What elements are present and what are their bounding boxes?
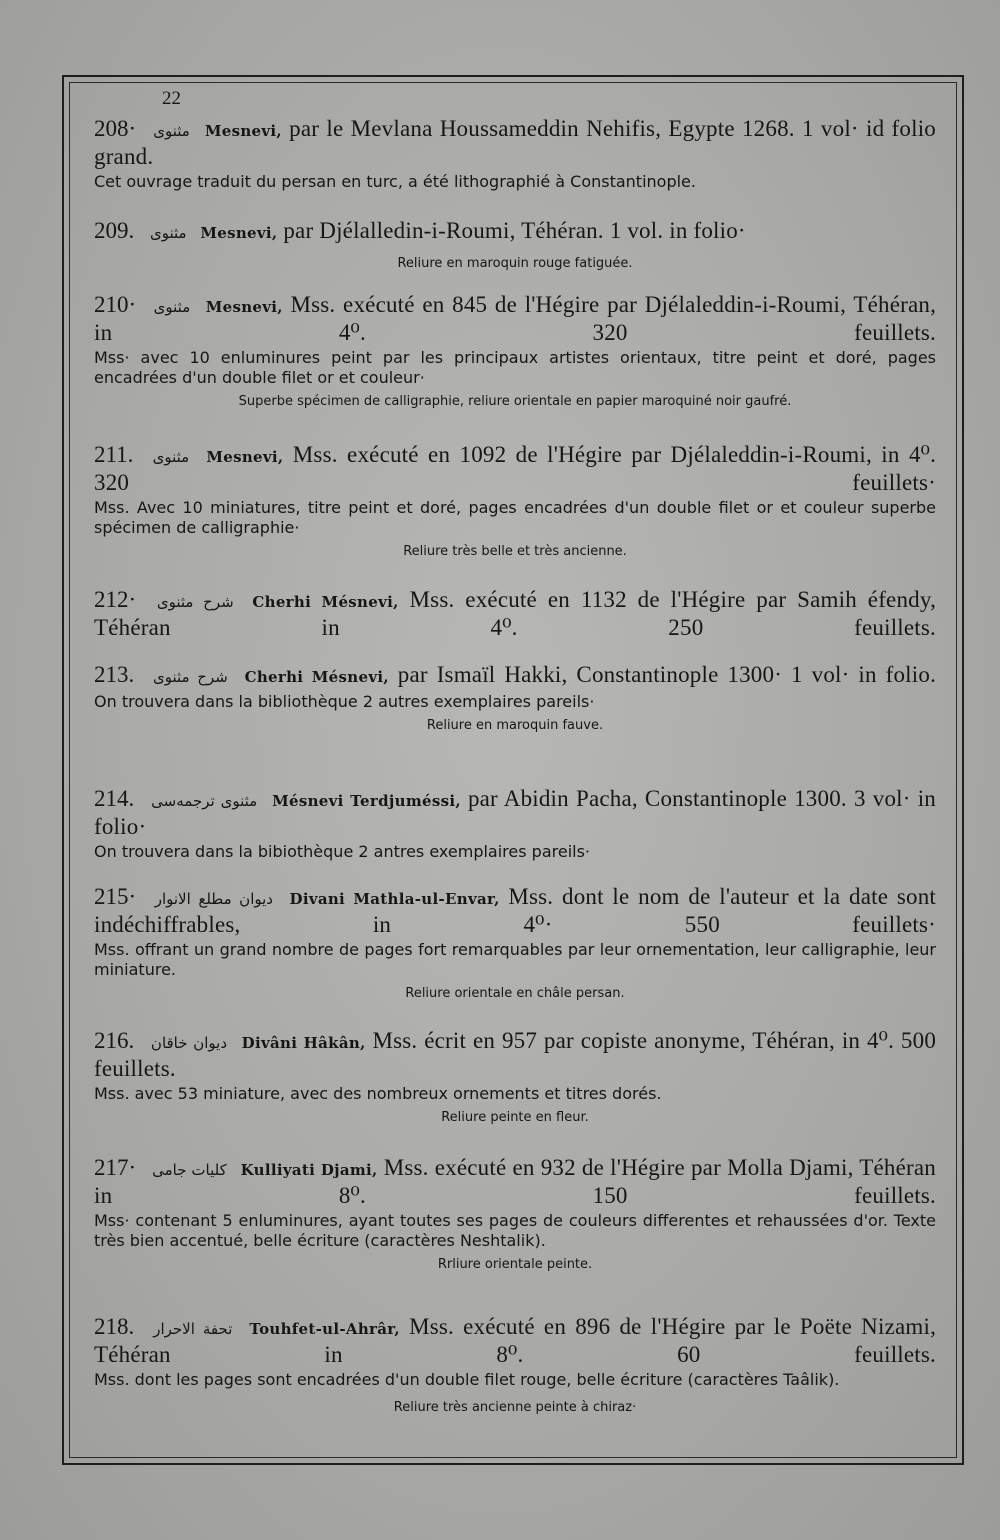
entry-heading bbox=[94, 292, 936, 346]
entry-description: Mss· avec 10 enluminures peint par les principaux artistes orientaux, titre peint et doré, pages encadrées d'un double filet or et couleur· bbox=[94, 348, 936, 387]
binding-note: Reliure très ancienne peinte à chiraz· bbox=[393, 1400, 637, 1415]
entry-title: Divani Mathla-ul-Envar, bbox=[289, 890, 500, 908]
binding-note: Reliure en maroquin rouge fatiguée. bbox=[397, 256, 633, 271]
entry-number: 209. bbox=[94, 218, 135, 243]
entry-number: 217· bbox=[94, 1155, 137, 1180]
entry-heading bbox=[94, 1314, 936, 1368]
catalog-entry-210 bbox=[94, 292, 936, 409]
catalog-entry-215 bbox=[94, 884, 936, 1001]
entry-title: Mesnevi, bbox=[204, 122, 282, 140]
entry-main-text: Mss. exécuté en 1132 de l'Hégire par Samih éfendy, Téhéran in 4⁰. 250 feuillets. bbox=[94, 587, 937, 640]
binding-note: Superbe spécimen de calligraphie, reliure orientale en papier maroquiné noir gaufré. bbox=[238, 394, 792, 409]
arabic-title: مثنوى bbox=[153, 122, 190, 140]
entry-title: Divâni Hâkân, bbox=[241, 1034, 366, 1052]
binding-note: Reliure en maroquin fauve. bbox=[426, 718, 604, 733]
catalog-entry-212 bbox=[94, 587, 936, 641]
arabic-title: مثنوى bbox=[152, 448, 190, 466]
arabic-title: شرح مثنوى bbox=[156, 593, 234, 611]
entry-description: Mss. offrant un grand nombre de pages fort remarquables par leur ornementation, leur calligraphie, leur miniature. bbox=[94, 940, 936, 979]
entry-number: 214. bbox=[94, 786, 135, 811]
binding-note: Reliure très belle et très ancienne. bbox=[403, 544, 627, 559]
entry-main-text: par Djélalledin-i-Roumi, Téhéran. 1 vol. in folio· bbox=[283, 218, 746, 243]
catalog-entry-211 bbox=[94, 442, 936, 559]
entry-title: Cherhi Mésnevi, bbox=[252, 593, 399, 611]
entry-number: 210· bbox=[94, 292, 137, 317]
entry-number: 208· bbox=[94, 116, 137, 141]
entry-heading bbox=[94, 662, 936, 690]
arabic-title: شرح مثنوى bbox=[152, 668, 228, 686]
entry-description: On trouvera dans la bibiothèque 2 antres exemplaires pareils· bbox=[94, 842, 590, 861]
page-number: 22 bbox=[162, 88, 181, 109]
entry-heading bbox=[94, 1028, 936, 1082]
entry-main-text: Mss. exécuté en 896 de l'Hégire par le Poëte Nizami, Téhéran in 8⁰. 60 feuillets. bbox=[94, 1314, 937, 1367]
entry-description: Mss· contenant 5 enluminures, ayant toutes ses pages de couleurs differentes et rehaussées d'or. Texte très bien accentué, belle écriture (caractères Neshtalik). bbox=[94, 1211, 936, 1250]
entry-main-text: par Ismaïl Hakki, Constantinople 1300· 1 vol· in folio. bbox=[397, 662, 937, 687]
entry-title: Mesnevi, bbox=[200, 224, 278, 242]
arabic-title: تحفة الاحرار bbox=[153, 1320, 233, 1338]
entry-description: Mss. dont les pages sont encadrées d'un double filet rouge, belle écriture (caractères Taâlik). bbox=[94, 1370, 840, 1389]
arabic-title: مثنوى bbox=[153, 298, 191, 316]
entry-number: 211. bbox=[94, 442, 134, 467]
catalog-entry-218 bbox=[94, 1314, 936, 1415]
entry-title: Mésnevi Terdjuméssi, bbox=[272, 792, 461, 810]
entry-description: Mss. Avec 10 miniatures, titre peint et doré, pages encadrées d'un double filet or et couleur superbe spécimen de calligraphie· bbox=[94, 498, 936, 537]
entry-heading bbox=[94, 116, 936, 170]
entry-number: 218. bbox=[94, 1314, 135, 1339]
entry-main-text: Mss. exécuté en 1092 de l'Hégire par Djélaleddin-i-Roumi, in 4⁰. 320 feuillets· bbox=[94, 442, 937, 495]
entry-heading bbox=[94, 587, 936, 641]
entry-number: 213. bbox=[94, 662, 135, 687]
entry-description: Cet ouvrage traduit du persan en turc, a été lithographié à Constantinople. bbox=[94, 172, 696, 191]
entry-title: Kulliyati Djami, bbox=[240, 1161, 378, 1179]
entry-main-text: par Abidin Pacha, Constantinople 1300. 3 vol· in folio· bbox=[94, 786, 936, 839]
entry-main-text: Mss. dont le nom de l'auteur et la date sont indéchiffrables, in 4⁰· 550 feuillets· bbox=[94, 884, 937, 937]
arabic-title: كليات جامى bbox=[152, 1161, 227, 1179]
entry-title: Mesnevi, bbox=[206, 448, 284, 466]
arabic-title: ديوان خاقان bbox=[150, 1034, 227, 1052]
entry-heading bbox=[94, 218, 936, 246]
entry-main-text: Mss. exécuté en 845 de l'Hégire par Djélaleddin-i-Roumi, Téhéran, in 4⁰. 320 feuillets. bbox=[94, 292, 937, 345]
binding-note: Rrliure orientale peinte. bbox=[437, 1257, 593, 1272]
entry-number: 216. bbox=[94, 1028, 135, 1053]
catalog-entry-217 bbox=[94, 1155, 936, 1272]
catalog-entry-214 bbox=[94, 786, 936, 862]
catalog-entry-216 bbox=[94, 1028, 936, 1125]
entry-main-text: Mss. écrit en 957 par copiste anonyme, Téhéran, in 4⁰. 500 feuillets. bbox=[94, 1028, 937, 1081]
binding-note: Reliure peinte en fleur. bbox=[441, 1110, 589, 1125]
catalog-entry-208 bbox=[94, 116, 936, 192]
entry-heading bbox=[94, 442, 936, 496]
entry-title: Touhfet-ul-Ahrâr, bbox=[249, 1320, 400, 1338]
entry-heading bbox=[94, 1155, 936, 1209]
entry-number: 215· bbox=[94, 884, 137, 909]
arabic-title: مثنوى bbox=[150, 224, 187, 242]
entry-title: Mesnevi, bbox=[205, 298, 283, 316]
arabic-title: ديوان مطلع الانوار bbox=[154, 890, 273, 908]
entry-description: Mss. avec 53 miniature, avec des nombreux ornements et titres dorés. bbox=[94, 1084, 662, 1103]
arabic-title: مثنوى ترجمه‌سى bbox=[151, 792, 258, 810]
entry-main-text: par le Mevlana Houssameddin Nehifis, Egypte 1268. 1 vol· id folio grand. bbox=[94, 116, 936, 169]
entry-heading bbox=[94, 786, 936, 840]
entry-heading bbox=[94, 884, 936, 938]
binding-note: Reliure orientale en châle persan. bbox=[405, 986, 625, 1001]
catalog-entry-213 bbox=[94, 662, 936, 733]
entry-title: Cherhi Mésnevi, bbox=[244, 668, 389, 686]
catalog-entry-209 bbox=[94, 218, 936, 271]
entry-number: 212· bbox=[94, 587, 137, 612]
entry-main-text: Mss. exécuté en 932 de l'Hégire par Molla Djami, Téhéran in 8⁰. 150 feuillets. bbox=[94, 1155, 937, 1208]
entry-description: On trouvera dans la bibliothèque 2 autres exemplaires pareils· bbox=[94, 692, 595, 711]
